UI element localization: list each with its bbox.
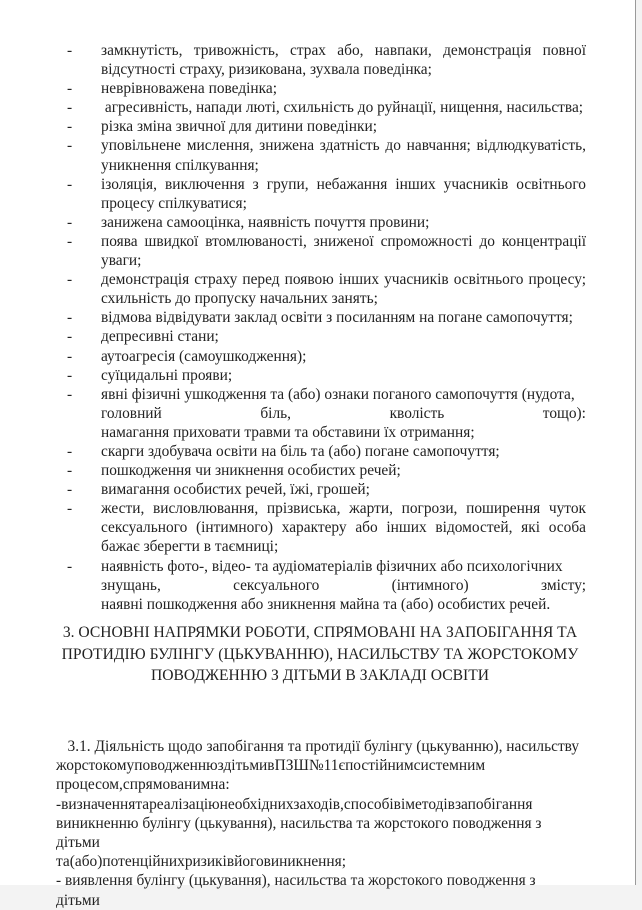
- word: №: [308, 757, 324, 775]
- list-item-text: аутоагресія (самоушкодження);: [101, 347, 307, 365]
- list-item: [66, 499, 590, 556]
- list-item: [66, 136, 590, 174]
- list-item: [66, 557, 586, 614]
- bullet-dash: -: [67, 385, 73, 403]
- heading-line: 3. ОСНОВНІ НАПРЯМКИ РОБОТИ, СПРЯМОВАНІ НА ЗАПОБІГАННЯ ТА: [62, 624, 578, 641]
- word: поводженню: [134, 757, 218, 775]
- list-item: [66, 480, 586, 499]
- para-line: виникненню булінгу (цькування), насильства та жорстокого поводження з дітьми: [56, 814, 542, 852]
- word: потенційних: [102, 853, 185, 871]
- para-line: [56, 795, 581, 814]
- bullet-dash: -: [67, 232, 73, 250]
- list-item-text: відмова відвідувати заклад освіти з посиланням на погане самопочуття;: [101, 309, 573, 327]
- section-3-heading: [60, 622, 580, 687]
- list-item-text: різка зміна звичної для дитини поведінки;: [101, 118, 378, 136]
- list-item-text: жести, висловлювання, прізвиська, жарти, погрози, поширення чуток сексуального (інтимного) характеру або інших відомостей, які особа бажає зберегти в таємниці;: [101, 500, 590, 556]
- word: на:: [210, 776, 230, 794]
- para-line: 3.1. Діяльність щодо запобігання та протидії булінгу (цькуванню), насильству: [56, 738, 580, 755]
- word: постійним: [345, 757, 414, 775]
- bullet-dash: -: [67, 118, 73, 136]
- list-item-text: депресивні стани;: [101, 328, 219, 346]
- word: 11: [323, 757, 339, 775]
- bullet-dash: -: [67, 99, 73, 117]
- warning-signs-list: [66, 41, 590, 614]
- list-item-text: неврівноважена поведінка;: [101, 80, 278, 98]
- word: виникнення;: [263, 853, 347, 871]
- list-item-text: явні фізичні ушкодження та (або) ознаки поганого самопочуття (нудота, головний біль, кволість тощо): намагання приховати травми та обставини їх отримання;: [101, 385, 586, 441]
- word: -: [56, 795, 62, 813]
- bullet-dash: -: [67, 175, 73, 193]
- word: в: [267, 757, 275, 775]
- list-item: [66, 461, 586, 480]
- list-item-text: наявність фото-, відео- та аудіоматеріалів фізичних або психологічних знущань, сексуального (інтимного) змісту; наявні пошкодження або зникнення майна та (або) особистих речей.: [101, 557, 586, 613]
- word: ПЗШ: [274, 757, 309, 775]
- bullet-dash: -: [67, 309, 73, 327]
- word: запобігання: [454, 795, 533, 813]
- word: заходів,: [293, 795, 344, 813]
- list-item: [66, 308, 586, 327]
- list-item: [66, 347, 586, 366]
- list-item: [66, 98, 586, 117]
- list-item: [66, 327, 586, 346]
- list-item: [66, 385, 586, 442]
- word: дітьми: [223, 757, 268, 775]
- word: процесом,: [56, 776, 123, 794]
- list-item-text: ізоляція, виключення з групи, небажання інших учасників освітнього процесу спілкуватися;: [101, 175, 590, 212]
- word: системним: [413, 757, 486, 775]
- list-item-text: демонстрація страху перед появою інших учасників освітнього процесу; схильність до пропуску начальних занять;: [101, 271, 590, 308]
- word: реалізацію: [149, 795, 220, 813]
- word: з: [217, 757, 224, 775]
- para-line: [56, 775, 581, 794]
- bullet-dash: -: [67, 42, 73, 59]
- list-item-text: занижена самооцінка, наявність почуття провини;: [101, 213, 430, 231]
- list-item-text: пошкодження чи зникнення особистих речей;: [101, 462, 401, 480]
- list-item: [66, 79, 586, 98]
- word: спрямованим: [122, 776, 211, 794]
- word: способів: [343, 795, 401, 813]
- bullet-dash: -: [67, 442, 73, 460]
- bullet-dash: -: [67, 213, 73, 231]
- section-3-1-paragraph: [56, 737, 581, 910]
- bullet-dash: -: [67, 271, 73, 289]
- bullet-dash: -: [67, 500, 73, 518]
- bullet-dash: -: [67, 137, 73, 155]
- word: методів: [405, 795, 455, 813]
- list-item-text: уповільнене мислення, знижена здатність до навчання; відлюдкуватість, уникнення спілкування;: [101, 137, 590, 174]
- para-line: [56, 852, 581, 871]
- list-item: [66, 213, 586, 232]
- heading-line: ПОВОДЖЕННЮ З ДІТЬМИ В ЗАКЛАДІ ОСВІТИ: [151, 667, 489, 684]
- para-line: - виявлення булінгу (цькування), насильства та жорстокого поводження з дітьми: [56, 872, 536, 909]
- list-item-text: поява швидкої втомлюваності, зниженої спроможності до концентрації уваги;: [101, 232, 590, 270]
- word: та: [135, 795, 150, 813]
- list-item: [66, 41, 590, 79]
- list-item-text: замкнутість, тривожність, страх або, навпаки, демонстрація повної відсутності страху, ризикована, зухвала поведінка;: [101, 42, 590, 79]
- para-line: [56, 756, 581, 775]
- word: (або): [69, 853, 103, 871]
- list-item-text: агресивність, напади люті, схильність до руйнації, нищення, насильства;: [101, 99, 584, 117]
- word: та: [56, 853, 70, 871]
- bullet-dash: -: [67, 366, 73, 384]
- list-item: [66, 232, 590, 270]
- list-item-text: вимагання особистих речей, їжі, грошей;: [101, 481, 370, 499]
- word: необхідних: [219, 795, 294, 813]
- word: жорстокому: [56, 757, 135, 775]
- heading-line: ПРОТИДІЮ БУЛІНГУ (ЦЬКУВАННЮ), НАСИЛЬСТВУ ТА ЖОРСТОКОМУ: [61, 645, 579, 663]
- list-item: [66, 442, 586, 461]
- word: є: [338, 757, 346, 775]
- bullet-dash: -: [67, 347, 73, 365]
- list-item-text: суїцидальні прояви;: [101, 366, 233, 384]
- bullet-dash: -: [67, 462, 73, 480]
- bullet-dash: -: [67, 328, 73, 346]
- word: його: [234, 853, 264, 871]
- list-item: [66, 366, 586, 385]
- list-item: [66, 270, 590, 308]
- bullet-dash: -: [67, 557, 73, 575]
- word: ризиків: [184, 853, 235, 871]
- bullet-dash: -: [67, 80, 73, 98]
- word: визначення: [61, 795, 136, 813]
- bullet-dash: -: [67, 481, 73, 499]
- word: і: [400, 795, 406, 813]
- list-item-text: скарги здобувача освіти на біль та (або) погане самопочуття;: [101, 442, 500, 460]
- list-item: [66, 117, 586, 136]
- list-item: [66, 175, 590, 213]
